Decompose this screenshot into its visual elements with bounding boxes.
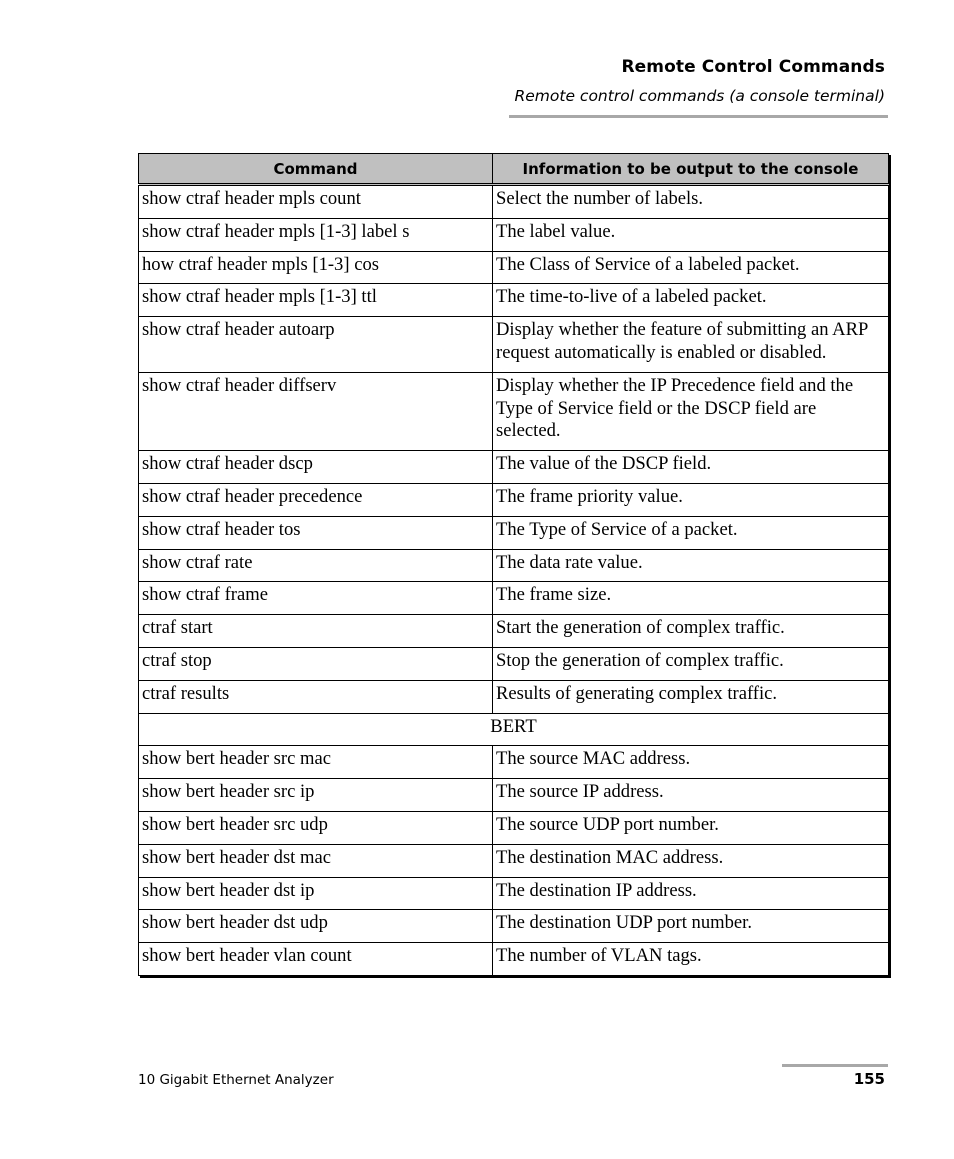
table-row [139, 284, 889, 317]
table-row [139, 910, 889, 943]
description-cell: The source UDP port number. [493, 811, 889, 844]
description-cell: The source MAC address. [493, 746, 889, 779]
table-row [139, 779, 889, 812]
command-cell: show ctraf header dscp [139, 451, 493, 484]
table-row [139, 877, 889, 910]
table-row [139, 251, 889, 284]
command-table [138, 153, 889, 976]
description-cell: The source IP address. [493, 779, 889, 812]
table-row [139, 680, 889, 713]
section-label: BERT [139, 713, 889, 746]
description-cell: The number of VLAN tags. [493, 943, 889, 976]
footer-product-name: 10 Gigabit Ethernet Analyzer [138, 1072, 334, 1088]
command-cell: ctraf stop [139, 647, 493, 680]
command-cell: how ctraf header mpls [1-3] cos [139, 251, 493, 284]
description-cell: The value of the DSCP field. [493, 451, 889, 484]
table-row [139, 317, 889, 373]
description-cell: Display whether the feature of submitting an ARP request automatically is enabled or disabled. [493, 317, 889, 373]
page-number: 155 [853, 1070, 885, 1088]
description-cell: The label value. [493, 218, 889, 251]
table-row [139, 615, 889, 648]
table-row [139, 943, 889, 976]
command-cell: show bert header src ip [139, 779, 493, 812]
command-cell: show ctraf rate [139, 549, 493, 582]
footer-divider [782, 1064, 888, 1067]
command-cell: show bert header vlan count [139, 943, 493, 976]
description-cell: The destination UDP port number. [493, 910, 889, 943]
command-cell: show bert header dst udp [139, 910, 493, 943]
command-cell: show ctraf header mpls [1-3] ttl [139, 284, 493, 317]
table-row [139, 451, 889, 484]
table-row [139, 811, 889, 844]
command-cell: show bert header src mac [139, 746, 493, 779]
table-row [139, 516, 889, 549]
description-cell: The destination IP address. [493, 877, 889, 910]
header-divider [509, 115, 888, 118]
section-row-bert [139, 713, 889, 746]
description-cell: Results of generating complex traffic. [493, 680, 889, 713]
table-row [139, 549, 889, 582]
column-header-information: Information to be output to the console [493, 154, 889, 185]
table-row [139, 185, 889, 219]
page-header-subtitle: Remote control commands (a console terminal) [514, 87, 885, 105]
command-cell: show ctraf header mpls [1-3] label s [139, 218, 493, 251]
column-header-command: Command [139, 154, 493, 185]
table-row [139, 483, 889, 516]
command-cell: show bert header dst mac [139, 844, 493, 877]
command-cell: show bert header src udp [139, 811, 493, 844]
description-cell: Start the generation of complex traffic. [493, 615, 889, 648]
description-cell: The destination MAC address. [493, 844, 889, 877]
command-cell: show ctraf frame [139, 582, 493, 615]
table-row [139, 647, 889, 680]
description-cell: The frame size. [493, 582, 889, 615]
description-cell: The data rate value. [493, 549, 889, 582]
description-cell: Stop the generation of complex traffic. [493, 647, 889, 680]
table-row [139, 218, 889, 251]
command-cell: ctraf results [139, 680, 493, 713]
command-cell: show ctraf header mpls count [139, 185, 493, 219]
table-row [139, 844, 889, 877]
table-header-row [139, 154, 889, 185]
command-cell: show ctraf header tos [139, 516, 493, 549]
command-cell: ctraf start [139, 615, 493, 648]
page-header-title: Remote Control Commands [621, 57, 885, 77]
command-cell: show ctraf header diffserv [139, 372, 493, 450]
description-cell: The Class of Service of a labeled packet. [493, 251, 889, 284]
command-cell: show ctraf header autoarp [139, 317, 493, 373]
description-cell: The Type of Service of a packet. [493, 516, 889, 549]
description-cell: Select the number of labels. [493, 185, 889, 219]
table-row [139, 746, 889, 779]
description-cell: Display whether the IP Precedence field and the Type of Service field or the DSCP field are selected. [493, 372, 889, 450]
description-cell: The time-to-live of a labeled packet. [493, 284, 889, 317]
command-cell: show bert header dst ip [139, 877, 493, 910]
description-cell: The frame priority value. [493, 483, 889, 516]
table-row [139, 582, 889, 615]
table-row [139, 372, 889, 450]
command-cell: show ctraf header precedence [139, 483, 493, 516]
